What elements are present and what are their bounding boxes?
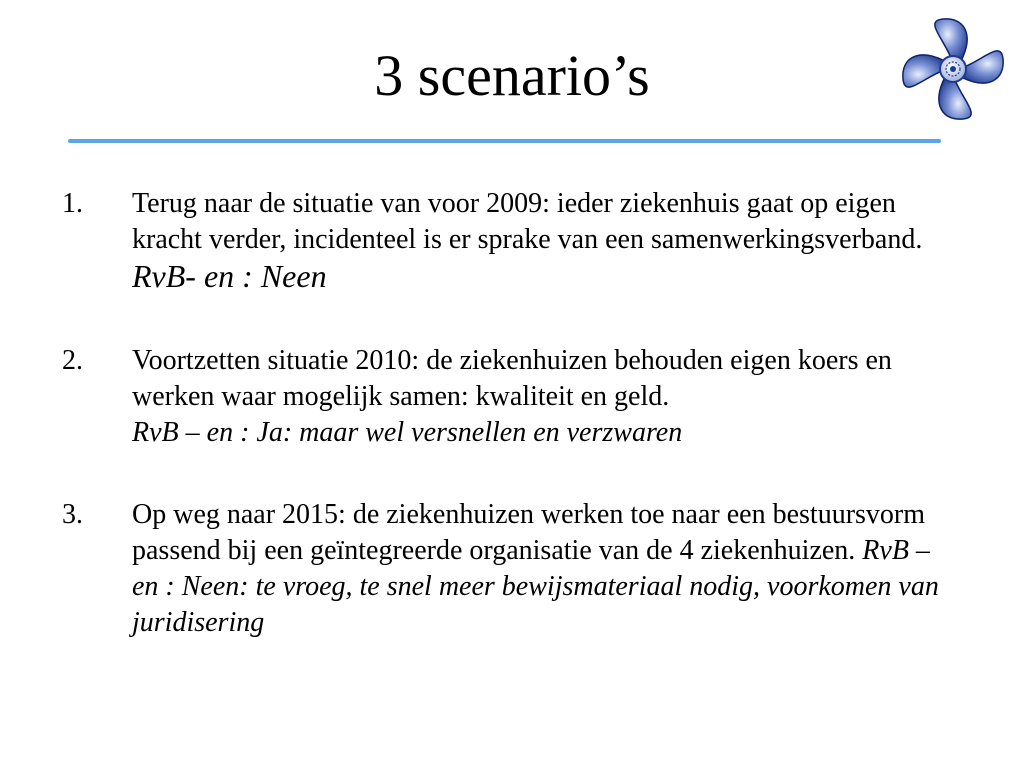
scenario-text: Terug naar de situatie van voor 2009: ieder ziekenhuis gaat op eigen kracht verder, incidenteel is er sprake van een samenwerkingsverband. xyxy=(132,188,923,255)
scenario-number: 2. xyxy=(62,345,83,376)
scenario-verdict: RvB – en : Ja: maar wel versnellen en verzwaren xyxy=(132,417,683,448)
slide-title: 3 scenario’s xyxy=(374,43,650,108)
scenario-verdict: RvB – en : Neen: te vroeg, te snel meer bewijsmateriaal nodig, voorkomen van juridisering xyxy=(132,535,939,638)
propeller-logo-icon xyxy=(898,14,1008,124)
scenario-item-2 xyxy=(62,343,962,451)
scenario-verdict: RvB- en : Neen xyxy=(132,258,327,294)
scenario-item-1 xyxy=(62,186,962,297)
scenario-list xyxy=(62,186,962,641)
scenario-text: Op weg naar 2015: de ziekenhuizen werken toe naar een bestuursvorm passend bij een geïntegreerde organisatie van de 4 ziekenhuizen. xyxy=(132,499,926,566)
scenario-number: 1. xyxy=(62,188,83,219)
scenario-text: Voortzetten situatie 2010: de ziekenhuizen behouden eigen koers en werken waar mogelijk samen: kwaliteit en geld. xyxy=(132,345,892,412)
scenario-item-3 xyxy=(62,497,962,641)
title-divider xyxy=(68,139,941,143)
scenario-number: 3. xyxy=(62,499,83,530)
